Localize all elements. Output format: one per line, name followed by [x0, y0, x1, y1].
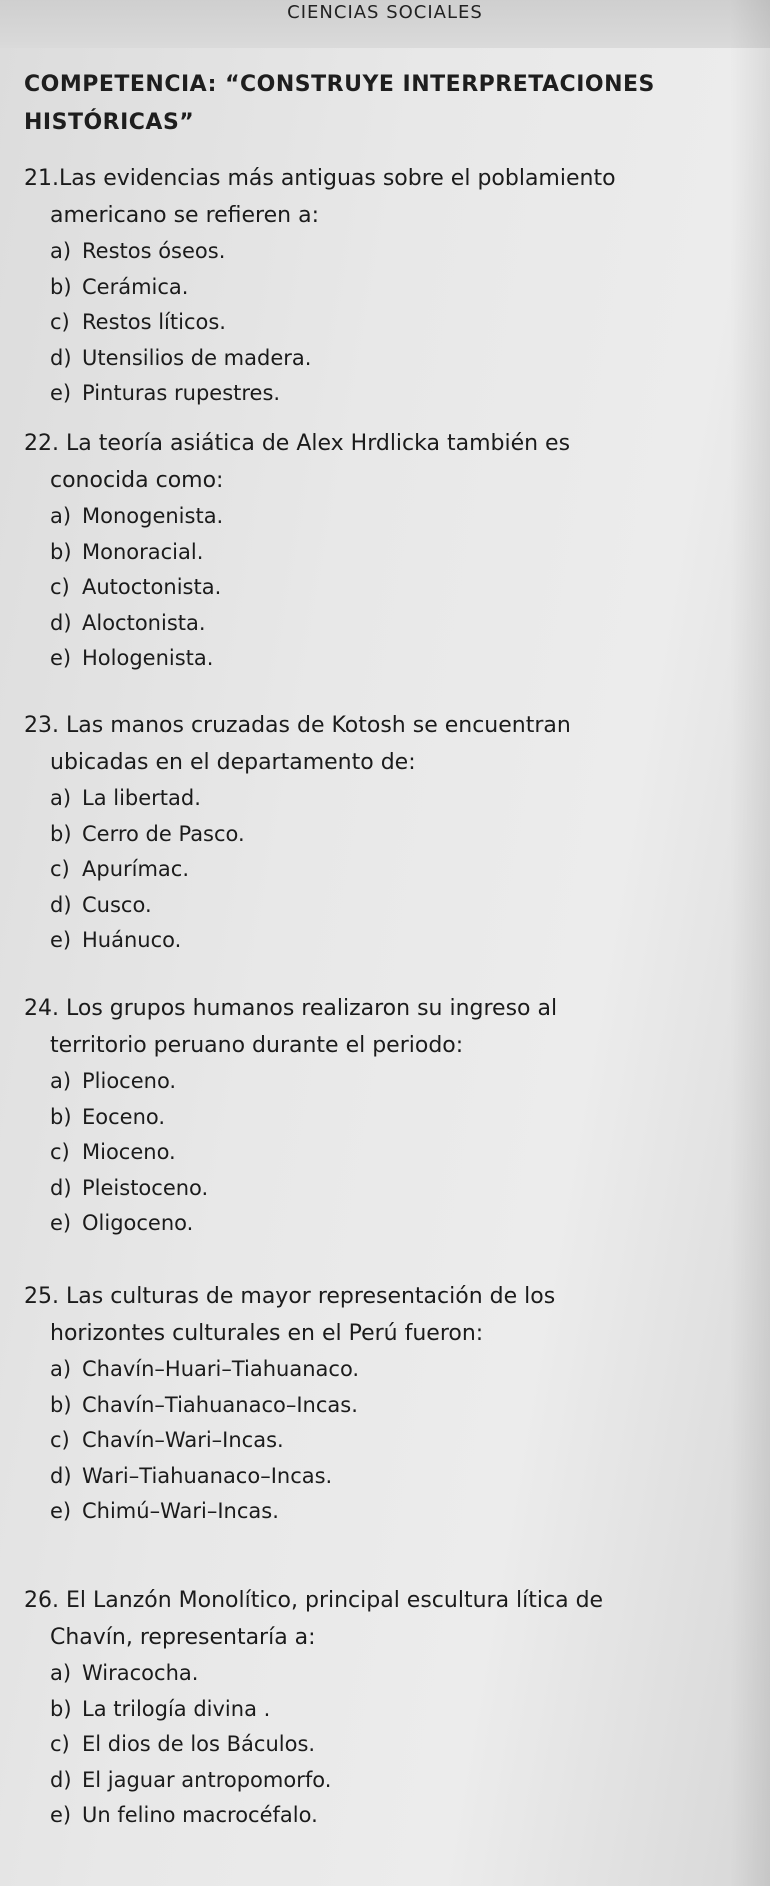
- question-number: 21.: [24, 166, 59, 191]
- option-text: Chimú–Wari–Incas.: [82, 1499, 279, 1523]
- header-band: [0, 0, 770, 48]
- option-a[interactable]: [50, 1656, 734, 1692]
- option-letter: d): [50, 345, 72, 370]
- question-stem-line1: Las manos cruzadas de Kotosh se encuentran: [66, 713, 571, 738]
- option-d[interactable]: [50, 888, 734, 924]
- option-text: El dios de los Báculos.: [82, 1732, 316, 1756]
- question-stem-line2: conocida como:: [50, 468, 224, 493]
- option-letter: e): [50, 1803, 72, 1827]
- option-b[interactable]: [50, 1692, 734, 1728]
- option-letter: b): [50, 1696, 72, 1721]
- option-b[interactable]: [50, 1100, 734, 1136]
- option-text: Mioceno.: [82, 1140, 176, 1164]
- option-text: Autoctonista.: [82, 575, 222, 599]
- option-letter: b): [50, 1392, 72, 1417]
- question-stem-line2: ubicadas en el departamento de:: [50, 750, 416, 775]
- option-e[interactable]: [50, 376, 734, 412]
- options-list: [24, 499, 734, 677]
- option-e[interactable]: [50, 923, 734, 959]
- option-text: Cerámica.: [82, 274, 189, 299]
- option-letter: c): [50, 857, 70, 881]
- option-text: Chavín–Huari–Tiahuanaco.: [82, 1357, 360, 1381]
- option-c[interactable]: [50, 1135, 734, 1171]
- question-stem-line1: El Lanzón Monolítico, principal escultura lítica de: [66, 1588, 604, 1613]
- option-text: Eoceno.: [82, 1104, 166, 1129]
- option-a[interactable]: [50, 781, 734, 817]
- option-text: Huánuco.: [82, 928, 182, 952]
- option-letter: c): [50, 310, 70, 334]
- page-edge-shadow: [730, 0, 770, 1886]
- option-text: Pleistoceno.: [82, 1175, 209, 1200]
- option-text: Cerro de Pasco.: [82, 821, 245, 846]
- option-c[interactable]: [50, 852, 734, 888]
- option-letter: c): [50, 1428, 70, 1452]
- option-a[interactable]: [50, 1352, 734, 1388]
- option-letter: a): [50, 1357, 72, 1381]
- option-text: Pinturas rupestres.: [82, 381, 281, 405]
- page-title: CIENCIAS SOCIALES: [287, 2, 483, 23]
- option-text: Oligoceno.: [82, 1211, 194, 1235]
- option-letter: a): [50, 504, 72, 528]
- option-letter: b): [50, 274, 72, 299]
- option-d[interactable]: [50, 341, 734, 377]
- option-b[interactable]: [50, 270, 734, 306]
- option-text: Cusco.: [82, 892, 152, 917]
- option-text: Wari–Tiahuanaco–Incas.: [82, 1463, 333, 1488]
- question-number: 23.: [24, 713, 59, 738]
- options-list: [24, 1656, 734, 1834]
- option-text: Apurímac.: [82, 857, 190, 881]
- option-text: Hologenista.: [82, 646, 214, 670]
- option-letter: d): [50, 1767, 72, 1792]
- option-text: Monoracial.: [82, 539, 204, 564]
- option-d[interactable]: [50, 606, 734, 642]
- option-a[interactable]: [50, 499, 734, 535]
- question-22: [24, 425, 734, 677]
- option-c[interactable]: [50, 570, 734, 606]
- question-stem-line2: horizontes culturales en el Perú fueron:: [50, 1321, 484, 1346]
- option-e[interactable]: [50, 1798, 734, 1834]
- options-list: [24, 234, 734, 412]
- option-letter: a): [50, 1069, 72, 1093]
- question-stem-line1: Las evidencias más antiguas sobre el poblamiento: [59, 166, 616, 191]
- question-number: 25.: [24, 1284, 59, 1309]
- option-d[interactable]: [50, 1763, 734, 1799]
- question-number: 24.: [24, 996, 59, 1021]
- option-letter: a): [50, 1661, 72, 1685]
- option-letter: b): [50, 539, 72, 564]
- option-letter: c): [50, 575, 70, 599]
- option-letter: e): [50, 1499, 72, 1523]
- question-stem-line1: Las culturas de mayor representación de los: [66, 1284, 556, 1309]
- option-text: Restos líticos.: [82, 310, 226, 334]
- option-letter: d): [50, 610, 72, 635]
- option-text: La libertad.: [82, 786, 201, 810]
- question-stem-line1: Los grupos humanos realizaron su ingreso al: [66, 996, 558, 1021]
- question-number: 26.: [24, 1588, 59, 1613]
- option-d[interactable]: [50, 1459, 734, 1495]
- option-a[interactable]: [50, 234, 734, 270]
- option-letter: b): [50, 821, 72, 846]
- option-text: Aloctonista.: [82, 610, 206, 635]
- options-list: [24, 1352, 734, 1530]
- question-stem-line2: americano se refieren a:: [50, 203, 319, 228]
- option-c[interactable]: [50, 1727, 734, 1763]
- question-21: [24, 160, 734, 412]
- option-text: El jaguar antropomorfo.: [82, 1767, 332, 1792]
- option-e[interactable]: [50, 641, 734, 677]
- option-b[interactable]: [50, 817, 734, 853]
- question-23: [24, 707, 734, 959]
- option-letter: d): [50, 892, 72, 917]
- option-b[interactable]: [50, 535, 734, 571]
- option-text: Monogenista.: [82, 504, 224, 528]
- option-d[interactable]: [50, 1171, 734, 1207]
- option-letter: e): [50, 928, 72, 952]
- option-letter: e): [50, 1211, 72, 1235]
- question-24: [24, 990, 734, 1242]
- option-c[interactable]: [50, 305, 734, 341]
- option-letter: a): [50, 786, 72, 810]
- option-b[interactable]: [50, 1388, 734, 1424]
- option-letter: c): [50, 1140, 70, 1164]
- options-list: [24, 1064, 734, 1242]
- option-text: La trilogía divina .: [82, 1696, 271, 1721]
- competencia-heading: COMPETENCIA: “CONSTRUYE INTERPRETACIONES HISTÓRICAS”: [24, 72, 655, 135]
- option-letter: d): [50, 1175, 72, 1200]
- option-letter: b): [50, 1104, 72, 1129]
- question-26: [24, 1582, 734, 1834]
- option-e[interactable]: [50, 1494, 734, 1530]
- option-letter: e): [50, 381, 72, 405]
- option-text: Wiracocha.: [82, 1661, 199, 1685]
- question-25: [24, 1278, 734, 1530]
- option-text: Restos óseos.: [82, 239, 226, 263]
- option-text: Plioceno.: [82, 1069, 177, 1093]
- options-list: [24, 781, 734, 959]
- option-text: Utensilios de madera.: [82, 345, 312, 370]
- option-text: Chavín–Tiahuanaco–Incas.: [82, 1392, 358, 1417]
- option-text: Un felino macrocéfalo.: [82, 1803, 318, 1827]
- option-letter: c): [50, 1732, 70, 1756]
- question-number: 22.: [24, 431, 59, 456]
- question-stem-line2: territorio peruano durante el periodo:: [50, 1033, 464, 1058]
- option-text: Chavín–Wari–Incas.: [82, 1428, 284, 1452]
- option-letter: e): [50, 646, 72, 670]
- option-a[interactable]: [50, 1064, 734, 1100]
- option-letter: a): [50, 239, 72, 263]
- question-stem-line1: La teoría asiática de Alex Hrdlicka también es: [66, 431, 571, 456]
- option-c[interactable]: [50, 1423, 734, 1459]
- question-stem-line2: Chavín, representaría a:: [50, 1625, 316, 1650]
- option-e[interactable]: [50, 1206, 734, 1242]
- option-letter: d): [50, 1463, 72, 1488]
